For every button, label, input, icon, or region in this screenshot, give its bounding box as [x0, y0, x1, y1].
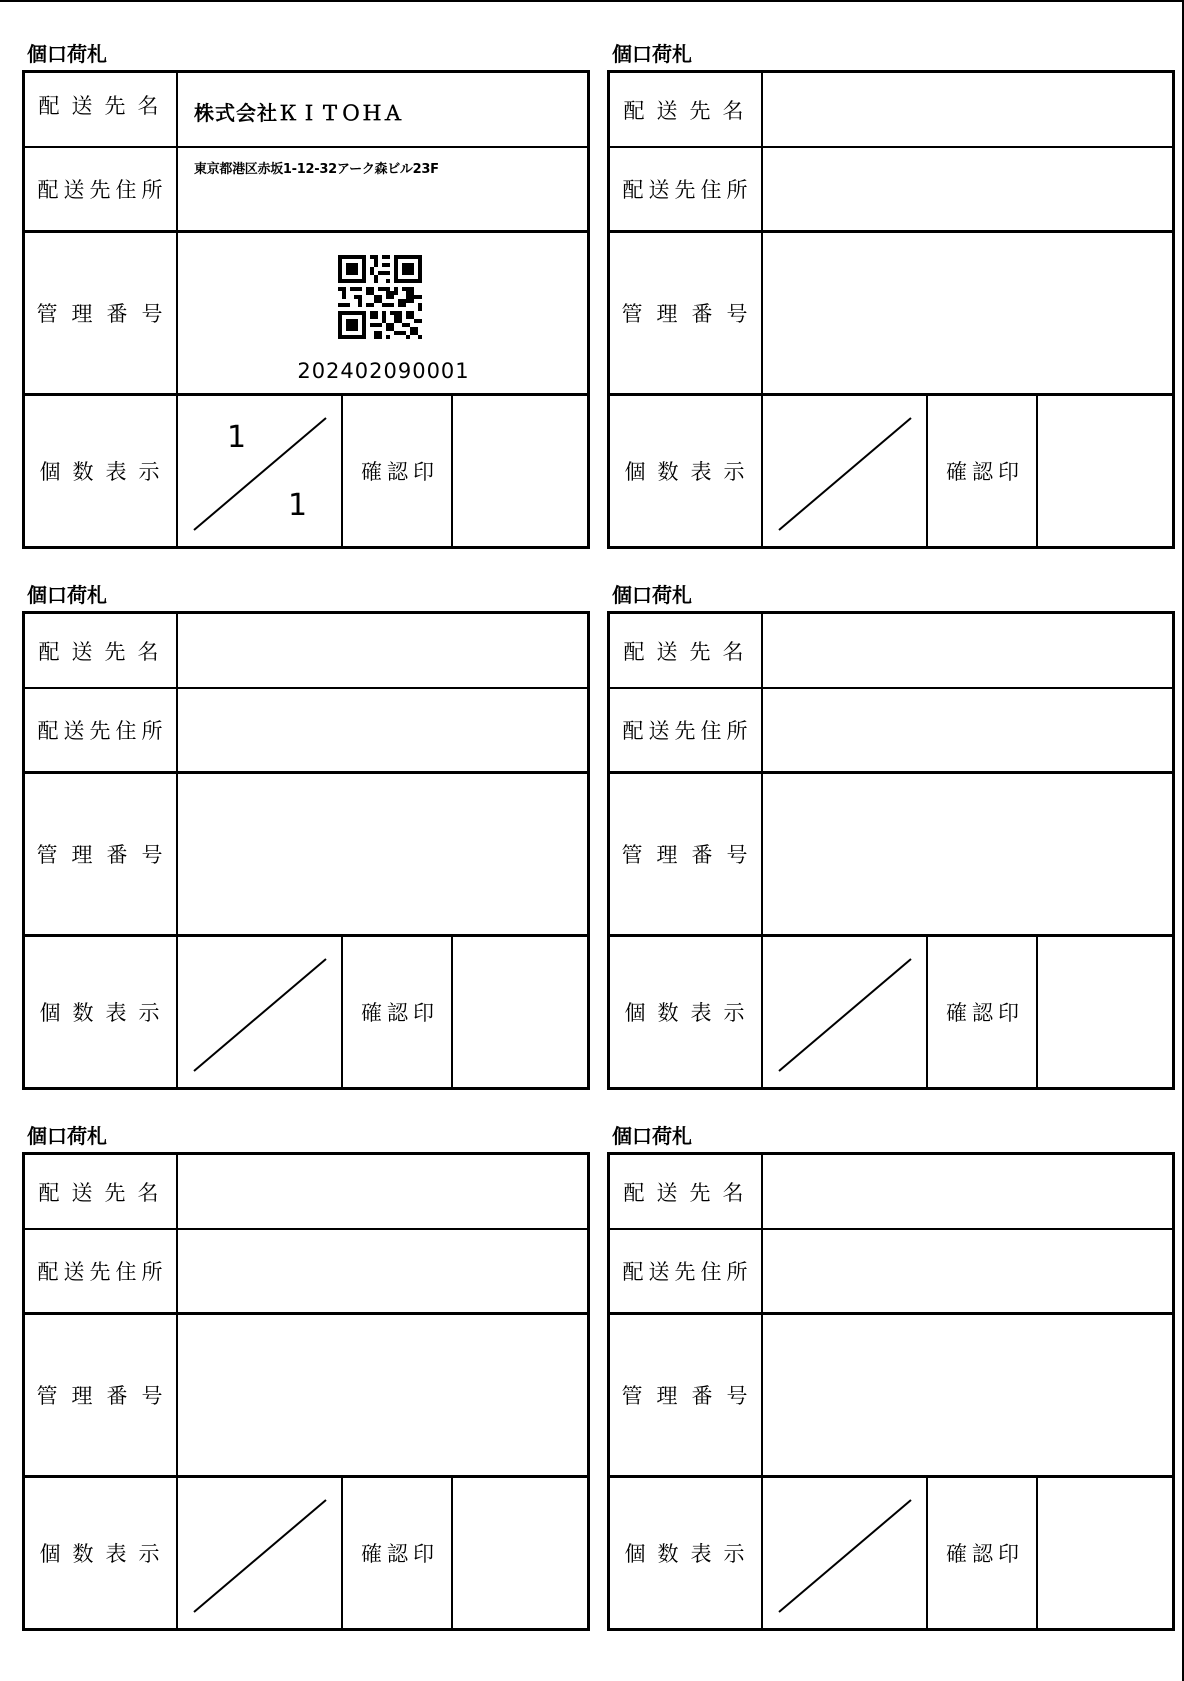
tag-heading: 個口荷札 — [612, 42, 692, 66]
piece-count-label: 個数表示 — [610, 396, 763, 546]
destination-name-row — [25, 1155, 587, 1230]
confirmation-stamp-area[interactable] — [1038, 937, 1172, 1087]
destination-address-field[interactable] — [765, 148, 1172, 230]
destination-address-label: 配送先住所 — [25, 1230, 178, 1312]
management-number-label: 管理番号 — [610, 774, 763, 934]
destination-name-field[interactable] — [765, 73, 1172, 146]
piece-count-row — [25, 1478, 587, 1628]
confirmation-stamp-area[interactable] — [1038, 396, 1172, 546]
tag-table — [607, 1152, 1175, 1631]
tag-table — [607, 70, 1175, 549]
piece-count-field[interactable] — [180, 396, 343, 546]
confirmation-stamp-area[interactable] — [1038, 1478, 1172, 1628]
tag-heading: 個口荷札 — [27, 42, 107, 66]
tag-table — [607, 611, 1175, 1090]
management-number-label: 管理番号 — [25, 774, 178, 934]
destination-address-field[interactable] — [180, 689, 587, 771]
count-slash-icon — [765, 1478, 926, 1628]
count-slash-icon — [765, 937, 926, 1087]
shipping-tag-3 — [22, 581, 590, 1101]
count-slash-icon — [765, 396, 926, 546]
count-slash-icon — [180, 937, 341, 1087]
confirmation-stamp-label: 確認印 — [928, 937, 1038, 1087]
count-slash-icon — [180, 396, 341, 546]
piece-count-field[interactable] — [765, 937, 928, 1087]
management-number-field[interactable] — [180, 1315, 587, 1475]
management-number-field[interactable] — [180, 233, 587, 393]
management-number-row — [610, 233, 1172, 396]
destination-name-label: 配送先名 — [610, 1155, 763, 1228]
management-number-value: 202402090001 — [297, 359, 470, 383]
management-number-field[interactable] — [765, 774, 1172, 934]
management-number-row — [25, 1315, 587, 1478]
destination-address-field[interactable] — [765, 1230, 1172, 1312]
tag-table — [22, 611, 590, 1090]
tag-table — [22, 1152, 590, 1631]
tag-heading: 個口荷札 — [27, 583, 107, 607]
destination-address-row — [610, 689, 1172, 774]
piece-count-row — [25, 396, 587, 546]
destination-name-field[interactable] — [765, 614, 1172, 687]
confirmation-stamp-label: 確認印 — [343, 1478, 453, 1628]
shipping-tag-2 — [607, 40, 1175, 560]
confirmation-stamp-label: 確認印 — [343, 396, 453, 546]
count-slash-icon — [180, 1478, 341, 1628]
destination-name-row — [25, 614, 587, 689]
destination-address-label: 配送先住所 — [610, 1230, 763, 1312]
shipping-tag-1 — [22, 40, 590, 560]
piece-count-row — [610, 937, 1172, 1087]
destination-name-label: 配送先名 — [25, 73, 178, 146]
destination-address-label: 配送先住所 — [610, 148, 763, 230]
piece-count-field[interactable] — [180, 937, 343, 1087]
piece-count-field[interactable] — [180, 1478, 343, 1628]
destination-name-label: 配送先名 — [610, 614, 763, 687]
shipping-tag-5 — [22, 1122, 590, 1642]
management-number-field[interactable] — [765, 233, 1172, 393]
management-number-label: 管理番号 — [25, 233, 178, 393]
destination-address-field[interactable] — [180, 148, 587, 230]
destination-address-row — [25, 1230, 587, 1315]
piece-count-label: 個数表示 — [610, 1478, 763, 1628]
piece-count-label: 個数表示 — [25, 396, 178, 546]
management-number-field[interactable] — [180, 774, 587, 934]
tag-heading: 個口荷札 — [27, 1124, 107, 1148]
piece-count-row — [610, 396, 1172, 546]
piece-count-field[interactable] — [765, 396, 928, 546]
piece-count-label: 個数表示 — [25, 937, 178, 1087]
management-number-label: 管理番号 — [610, 1315, 763, 1475]
destination-name-value: 株式会社ＫＩＴＯＨＡ — [194, 101, 404, 125]
destination-name-row — [610, 73, 1172, 148]
tag-heading: 個口荷札 — [612, 1124, 692, 1148]
confirmation-stamp-label: 確認印 — [928, 1478, 1038, 1628]
destination-name-field[interactable] — [765, 1155, 1172, 1228]
confirmation-stamp-area[interactable] — [453, 1478, 587, 1628]
destination-address-row — [610, 1230, 1172, 1315]
destination-name-label: 配送先名 — [25, 614, 178, 687]
shipping-tag-4 — [607, 581, 1175, 1101]
destination-name-row — [610, 1155, 1172, 1230]
piece-count-label: 個数表示 — [25, 1478, 178, 1628]
destination-name-label: 配送先名 — [610, 73, 763, 146]
destination-address-label: 配送先住所 — [610, 689, 763, 771]
confirmation-stamp-area[interactable] — [453, 396, 587, 546]
destination-name-field[interactable] — [180, 73, 587, 146]
destination-address-value: 東京都港区赤坂1-12-32アーク森ビル23F — [194, 162, 439, 177]
shipping-tag-6 — [607, 1122, 1175, 1642]
tag-heading: 個口荷札 — [612, 583, 692, 607]
destination-address-row — [25, 689, 587, 774]
destination-name-field[interactable] — [180, 614, 587, 687]
destination-address-field[interactable] — [180, 1230, 587, 1312]
piece-count-row — [610, 1478, 1172, 1628]
destination-address-row — [25, 148, 587, 233]
destination-address-row — [610, 148, 1172, 233]
management-number-row — [25, 233, 587, 396]
management-number-label: 管理番号 — [610, 233, 763, 393]
piece-count-label: 個数表示 — [610, 937, 763, 1087]
destination-address-label: 配送先住所 — [25, 148, 178, 230]
management-number-row — [610, 774, 1172, 937]
piece-count-row — [25, 937, 587, 1087]
management-number-label: 管理番号 — [25, 1315, 178, 1475]
destination-address-label: 配送先住所 — [25, 689, 178, 771]
confirmation-stamp-label: 確認印 — [343, 937, 453, 1087]
count-total-value: 1 — [288, 488, 308, 523]
management-number-field[interactable] — [765, 1315, 1172, 1475]
tag-table — [22, 70, 590, 549]
qr-code-icon — [338, 255, 422, 339]
management-number-row — [610, 1315, 1172, 1478]
piece-count-field[interactable] — [765, 1478, 928, 1628]
confirmation-stamp-label: 確認印 — [928, 396, 1038, 546]
management-number-row — [25, 774, 587, 937]
destination-name-label: 配送先名 — [25, 1155, 178, 1228]
destination-address-field[interactable] — [765, 689, 1172, 771]
destination-name-row — [610, 614, 1172, 689]
count-current-value: 1 — [227, 420, 247, 455]
destination-name-field[interactable] — [180, 1155, 587, 1228]
destination-name-row — [25, 73, 587, 148]
confirmation-stamp-area[interactable] — [453, 937, 587, 1087]
